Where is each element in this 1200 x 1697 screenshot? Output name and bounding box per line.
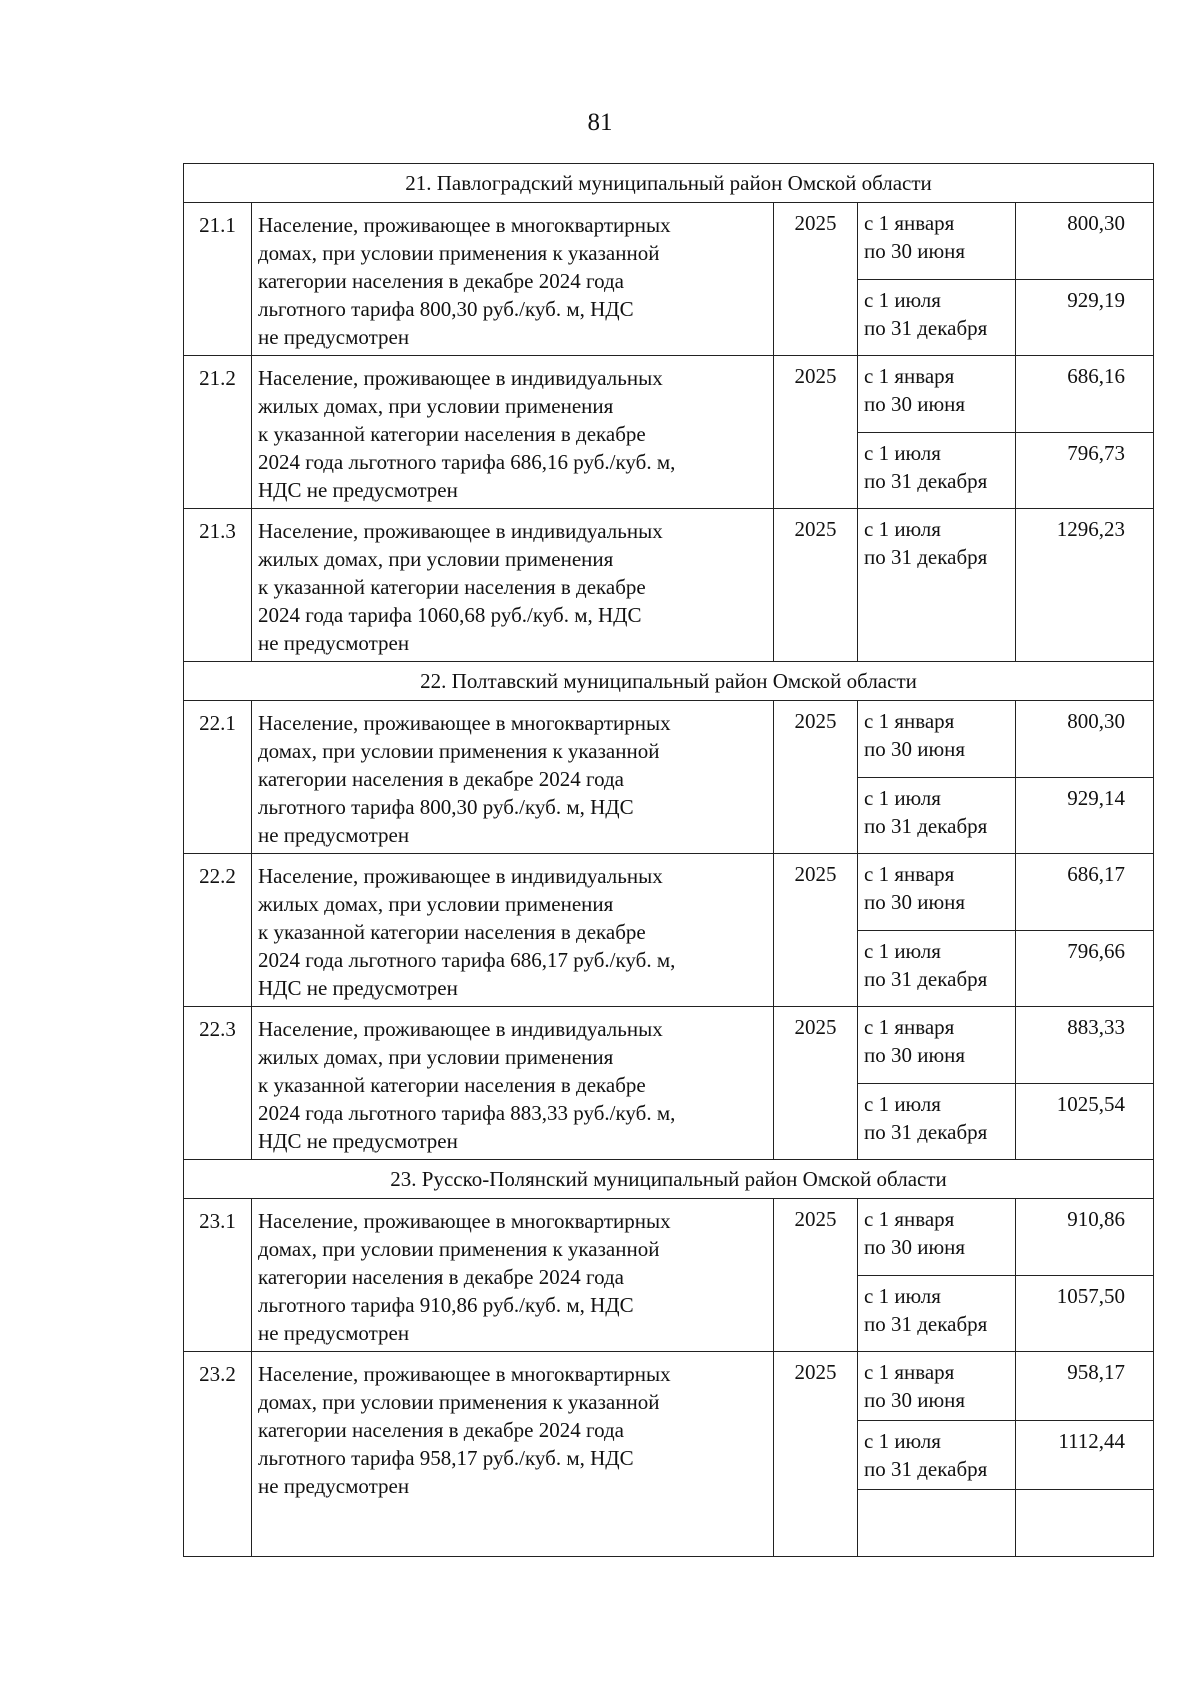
description-line: жилых домах, при условии применения <box>258 394 614 418</box>
period-cell <box>858 203 1016 280</box>
period-to: по 31 декабря <box>864 468 988 493</box>
period-to: по 30 июня <box>864 1043 966 1067</box>
tariff-value: 1057,50 <box>1016 1275 1154 1352</box>
table-row <box>184 509 1154 662</box>
description-line: не предусмотрен <box>258 325 410 349</box>
period-from: с 1 января <box>864 862 955 886</box>
tariff-value: 929,19 <box>1016 279 1154 356</box>
period-cell <box>858 509 1016 662</box>
table-row <box>184 203 1154 280</box>
description-line: Население, проживающее в многоквартирных <box>258 711 671 735</box>
row-year: 2025 <box>774 203 858 356</box>
description-line: льготного тарифа 910,86 руб./куб. м, НДС <box>258 1293 634 1317</box>
description-line: 2024 года тарифа 1060,68 руб./куб. м, НДС <box>258 603 642 627</box>
period-to: по 30 июня <box>864 890 966 914</box>
description-line: льготного тарифа 800,30 руб./куб. м, НДС <box>258 795 634 819</box>
period-to: по 30 июня <box>864 1388 966 1412</box>
period-to: по 31 декабря <box>864 315 988 340</box>
description-line: к указанной категории населения в декабре <box>258 575 646 599</box>
period-from: с 1 июля <box>864 785 941 810</box>
period-cell <box>858 279 1016 356</box>
tariff-value: 958,17 <box>1016 1352 1154 1421</box>
row-description <box>252 701 774 854</box>
tariff-value: 800,30 <box>1016 203 1154 280</box>
period-cell <box>858 1199 1016 1276</box>
row-number: 22.3 <box>184 1007 252 1160</box>
tariff-value: 929,14 <box>1016 777 1154 854</box>
period-to: по 31 декабря <box>864 813 988 838</box>
tariff-value: 686,16 <box>1016 356 1154 433</box>
period-cell <box>858 1352 1016 1421</box>
tariff-value: 1296,23 <box>1016 509 1154 662</box>
table-row <box>184 854 1154 931</box>
description-line: жилых домах, при условии применения <box>258 1045 614 1069</box>
period-to: по 30 июня <box>864 392 966 416</box>
description-line: домах, при условии применения к указанной <box>258 1237 660 1261</box>
section-title: 21. Павлоградский муниципальный район Омской области <box>184 164 1154 203</box>
period-to: по 31 декабря <box>864 966 988 991</box>
row-number: 23.1 <box>184 1199 252 1352</box>
description-line: жилых домах, при условии применения <box>258 892 614 916</box>
period-from: с 1 января <box>864 1207 955 1231</box>
row-description <box>252 1007 774 1160</box>
description-line: не предусмотрен <box>258 823 410 847</box>
description-line: домах, при условии применения к указанной <box>258 1390 660 1414</box>
description-line: домах, при условии применения к указанной <box>258 739 660 763</box>
description-line: жилых домах, при условии применения <box>258 547 614 571</box>
description-line: домах, при условии применения к указанной <box>258 241 660 265</box>
section-title: 23. Русско-Полянский муниципальный район Омской области <box>184 1160 1154 1199</box>
period-to: по 30 июня <box>864 737 966 761</box>
period-from: с 1 января <box>864 1360 955 1384</box>
description-line: не предусмотрен <box>258 631 410 655</box>
table-row <box>184 1352 1154 1421</box>
description-line: Население, проживающее в индивидуальных <box>258 519 663 543</box>
tariff-value: 1112,44 <box>1016 1421 1154 1490</box>
row-number: 21.1 <box>184 203 252 356</box>
row-year: 2025 <box>774 1007 858 1160</box>
table-row <box>184 1007 1154 1084</box>
table-row <box>184 1199 1154 1276</box>
tariff-value: 686,17 <box>1016 854 1154 931</box>
description-line: НДС не предусмотрен <box>258 976 458 1000</box>
section-header-row <box>184 1160 1154 1199</box>
period-from: с 1 июля <box>864 1091 941 1116</box>
row-number: 23.2 <box>184 1352 252 1557</box>
tariff-value: 796,66 <box>1016 930 1154 1007</box>
section-header-row <box>184 164 1154 203</box>
description-line: 2024 года льготного тарифа 883,33 руб./куб. м, <box>258 1101 676 1125</box>
period-from: с 1 января <box>864 1015 955 1039</box>
row-description <box>252 509 774 662</box>
row-description <box>252 356 774 509</box>
description-line: категории населения в декабре 2024 года <box>258 1418 624 1442</box>
period-cell <box>858 1083 1016 1160</box>
description-line: НДС не предусмотрен <box>258 478 458 502</box>
period-from: с 1 июля <box>864 1429 941 1453</box>
row-year: 2025 <box>774 1199 858 1352</box>
period-from: с 1 января <box>864 709 955 733</box>
description-line: категории населения в декабре 2024 года <box>258 1265 624 1289</box>
description-line: Население, проживающее в многоквартирных <box>258 213 671 237</box>
period-to: по 31 декабря <box>864 545 988 569</box>
section-title: 22. Полтавский муниципальный район Омской области <box>184 662 1154 701</box>
row-year: 2025 <box>774 509 858 662</box>
row-description <box>252 854 774 1007</box>
description-line: НДС не предусмотрен <box>258 1129 458 1153</box>
description-line: категории населения в декабре 2024 года <box>258 269 624 293</box>
row-number: 22.1 <box>184 701 252 854</box>
tariff-value: 883,33 <box>1016 1007 1154 1084</box>
period-cell <box>858 356 1016 433</box>
tariff-value: 910,86 <box>1016 1199 1154 1276</box>
description-line: категории населения в декабре 2024 года <box>258 767 624 791</box>
row-year: 2025 <box>774 356 858 509</box>
empty-cell <box>858 1490 1016 1557</box>
description-line: Население, проживающее в индивидуальных <box>258 864 663 888</box>
row-number: 22.2 <box>184 854 252 1007</box>
table-row <box>184 701 1154 778</box>
period-cell <box>858 1007 1016 1084</box>
period-to: по 30 июня <box>864 1235 966 1259</box>
tariff-table <box>183 163 1154 1557</box>
period-to: по 31 декабря <box>864 1119 988 1144</box>
period-cell <box>858 1421 1016 1490</box>
period-from: с 1 июля <box>864 440 941 465</box>
row-description <box>252 203 774 356</box>
section-header-row <box>184 662 1154 701</box>
row-description <box>252 1352 774 1557</box>
period-cell <box>858 777 1016 854</box>
row-number: 21.2 <box>184 356 252 509</box>
description-line: не предусмотрен <box>258 1321 410 1345</box>
description-line: Население, проживающее в индивидуальных <box>258 1017 663 1041</box>
description-line: льготного тарифа 958,17 руб./куб. м, НДС <box>258 1446 634 1470</box>
empty-cell <box>1016 1490 1154 1557</box>
row-number: 21.3 <box>184 509 252 662</box>
period-cell <box>858 854 1016 931</box>
row-description <box>252 1199 774 1352</box>
row-year: 2025 <box>774 701 858 854</box>
period-from: с 1 июля <box>864 517 941 541</box>
row-year: 2025 <box>774 854 858 1007</box>
period-to: по 31 декабря <box>864 1311 988 1336</box>
period-cell <box>858 930 1016 1007</box>
period-from: с 1 июля <box>864 938 941 963</box>
description-line: 2024 года льготного тарифа 686,16 руб./куб. м, <box>258 450 676 474</box>
row-year: 2025 <box>774 1352 858 1557</box>
tariff-table-body <box>184 164 1154 1557</box>
tariff-value: 800,30 <box>1016 701 1154 778</box>
period-cell <box>858 432 1016 509</box>
description-line: к указанной категории населения в декабре <box>258 1073 646 1097</box>
period-cell <box>858 1275 1016 1352</box>
description-line: не предусмотрен <box>258 1474 410 1498</box>
period-to: по 31 декабря <box>864 1457 988 1481</box>
tariff-value: 796,73 <box>1016 432 1154 509</box>
period-from: с 1 июля <box>864 287 941 312</box>
period-cell <box>858 701 1016 778</box>
period-from: с 1 января <box>864 364 955 388</box>
description-line: 2024 года льготного тарифа 686,17 руб./куб. м, <box>258 948 676 972</box>
description-line: к указанной категории населения в декабре <box>258 920 646 944</box>
tariff-value: 1025,54 <box>1016 1083 1154 1160</box>
description-line: льготного тарифа 800,30 руб./куб. м, НДС <box>258 297 634 321</box>
page-number: 81 <box>587 109 613 136</box>
period-from: с 1 июля <box>864 1283 941 1308</box>
description-line: к указанной категории населения в декабре <box>258 422 646 446</box>
description-line: Население, проживающее в индивидуальных <box>258 366 663 390</box>
period-from: с 1 января <box>864 211 955 235</box>
description-line: Население, проживающее в многоквартирных <box>258 1362 671 1386</box>
table-row <box>184 356 1154 433</box>
description-line: Население, проживающее в многоквартирных <box>258 1209 671 1233</box>
period-to: по 30 июня <box>864 239 966 263</box>
